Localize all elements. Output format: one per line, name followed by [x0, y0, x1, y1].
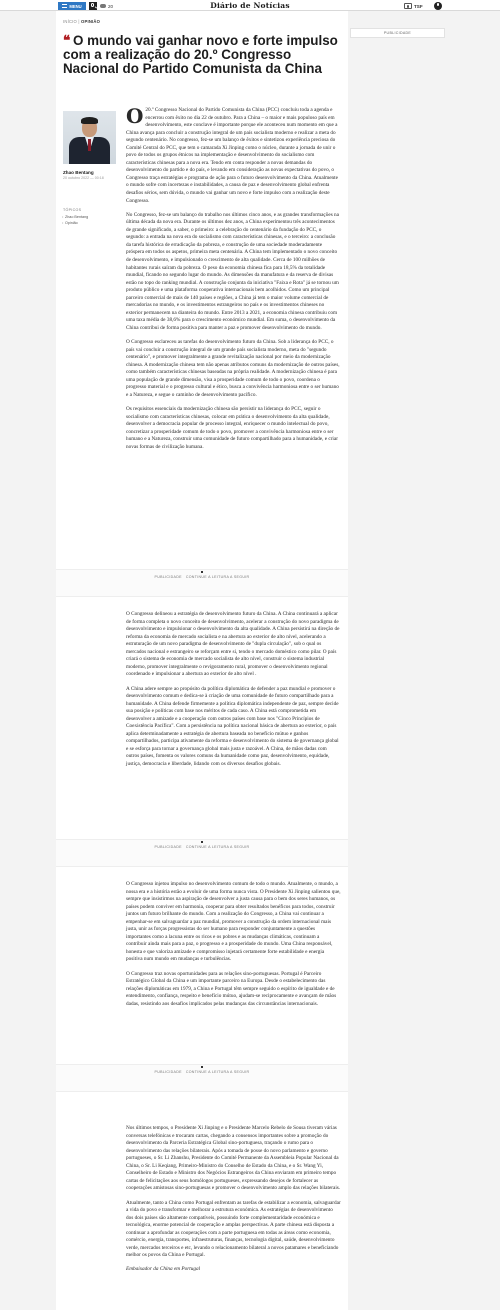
article-title: O mundo vai ganhar novo e forte impulso com a realização do 20.º Congresso Nacional do Partido Comunista da China	[63, 33, 338, 77]
dropcap: O	[126, 104, 144, 128]
paragraph: No Congresso, fez-se um balanço do trabalho nos últimos cinco anos, e as grandes transformações na última década da nova era. Durante os últimos dez anos, a China experimentou três acontecimentos de grande significado, a saber, o primeiro: a celebração do centenário da fundação do PCC, o segundo: a entrada na nova era do socialismo com características chinesas, e o terceiro: a conclusão da tarefa histórica de erradicação da pobreza, e construção de uma sociedade moderadamente próspera em todos os aspetos, primeira meta centenária. A China tem implementado o novo conceito de desenvolvimento, e impulsionado o crescimento de alta qualidade. Cerca de 100 milhões de habitantes rurais saíram da pobreza. O peso da economia chinesa fica para 18,5% da totalidade mundial, ficando no segundo lugar do mundo. As dimensões da manufatura e da reserva de divisas estão no topo do ranking mundial. A construção conjunta da iniciativa "Faixa e Rota" já se tornou um produto público e uma plataforma cooperativa internacionais bem acolhidos. Como um principal parceiro comercial de mais de 140 países e regiões, a China já tem o maior volume comercial de mercadorias no mundo, e os investimentos estrangeiros no país e os investimentos chineses no exterior permanecem na dianteira do mundo. Entre 2013 a 2021, a economia chinesa contribuiu com uma taxa média de 38,6% para o crescimento económico mundial. Em suma, o desenvolvimento da China contribui de forma positiva para manter a paz e promover desenvolvimento do mundo.	[126, 211, 340, 331]
radio-icon	[404, 3, 412, 9]
user-icon[interactable]	[434, 2, 442, 10]
paragraph-text: 20.º Congresso Nacional do Partido Comunista da China (PCC) concluiu toda a agenda e encerrou com êxito no dia 22 de outubro. Para a China – o maior e mais populoso país em desenvolvimento, este conclave é importante porque ele aconteceu num momento em que a China avança para concluir a construção integral de um país socialista moderno e realizar a meta do segundo centenário. No congresso, fez-se um balanço de êxitos e sintetizou experiência preciosa do Comité Central do PCC, que tem o camarada Xi Jinping como o núcleo, durante a jornada de unir o povo de todos os grupos étnicos na implementação e desenvolvimento do socialismo com características chinesas para a nova era. Tendo em conta responder a novas demandas do desenvolvimento do partido e do país, e levando em consideração as novas expectativas do povo, o Congresso traça estratégias e programa de ação para o futuro desenvolvimento da China. Atualmente o mundo sofre com incertezas e instabilidades, a causa de paz e desenvolvimento global enfrenta desafios sérios, sem dúvida, o mundo vai ganhar um novo e forte impulso com a realização deste Congresso.	[126, 107, 338, 204]
continue-reading: CONTINUE A LEITURA A SEGUIR	[185, 575, 250, 579]
topic-link[interactable]: • Zhao Bentang	[65, 215, 88, 219]
article-body-4	[126, 1125, 341, 1281]
article-card	[56, 11, 348, 1310]
breadcrumb-separator: |	[78, 19, 82, 24]
publish-date: 20 outubro 2022 — 00:18	[63, 176, 104, 180]
article-body-3	[126, 881, 341, 1015]
ad-label	[56, 1070, 348, 1074]
menu-button[interactable]	[58, 2, 86, 10]
topics-heading: TÓPICOS	[63, 208, 82, 212]
continue-reading: CONTINUE A LEITURA A SEGUIR	[185, 1070, 250, 1074]
cloud-icon	[100, 4, 106, 8]
site-logo[interactable]: Diário de Notícias	[210, 1, 290, 10]
article-title-wrap	[63, 34, 341, 77]
weather-temp: 20	[108, 3, 114, 9]
article-body-2	[126, 611, 341, 775]
author-name[interactable]: Zhao Bentang	[63, 170, 94, 175]
sidebar-ad[interactable]: PUBLICIDADE	[350, 28, 445, 38]
topic-link[interactable]: • Opinião	[65, 221, 78, 225]
photo-hair	[81, 117, 98, 124]
ad-label-text: PUBLICIDADE	[154, 575, 182, 579]
menu-label: MENU	[69, 3, 82, 9]
paragraph: O Congresso esclareceu as tarefas do desenvolvimento futuro da China. Sob a liderança do PCC, o país vai concluir a construção integral de um grande país socialista moderno, meta do "segundo centenário", e promover integralmente a grande revitalização nacional por meio da modernização chinesa. A modernização chinesa tem não apenas atributos comuns da modernização de outros países, como também características chinesas baseadas na própria realidade. A modernização chinesa é para uma população de grande dimensão, visa a prosperidade comum de todo o povo, coordena o progresso material e o progresso cultural e ético, busca a convivência harmoniosa entre o ser humano e a Natureza, e segue o caminho de desenvolvimento pacífico.	[126, 339, 340, 398]
ad-dot	[201, 841, 203, 843]
author-signature: Embaixador da China em Portugal	[126, 1266, 201, 1273]
breadcrumb-home[interactable]: INÍCIO	[63, 19, 77, 24]
search-icon	[91, 3, 95, 7]
ad-separator	[56, 839, 348, 867]
paragraph: O Congresso injetou impulso no desenvolvimento comum de todo o mundo. Atualmente, o mundo, a nossa era e a história estão a evoluir de uma forma nunca vista. O Presidente Xi Jinping salientou que, sempre que insistirmos na aspiração de desenvolver a justa causa para o bem dos seres humanos, os países podem conviver em harmonia, cooperar para obter resultados benéficos para todos, construir juntos um futuro brilhante do mundo. Com a realização do Congresso, a China vai continuar a empenhar-se em salvaguardar a paz mundial, promover a construção da ordem internacional mais justa, unir as forças progressistas do ser humano para responder conjuntamente a questões importantes como a lacuna entre os ricos e os pobres e as mudanças climáticas, continuam a contribuir ainda mais para a paz, o progresso e a prosperidade do mundo. Uma China responsável, honesta e que valoriza amizade e compromisso injetará certamente forte estabilidade e energia positiva num mundo em mudanças e turbulências.	[126, 881, 341, 963]
ad-separator	[56, 1064, 348, 1092]
ad-label-text: PUBLICIDADE	[154, 845, 182, 849]
quote-icon: ❝	[63, 33, 70, 49]
ad-label	[56, 575, 348, 579]
ad-separator	[56, 569, 348, 597]
photo-tie	[88, 139, 91, 151]
breadcrumb-section[interactable]: OPINIÃO	[81, 19, 101, 24]
continue-reading: CONTINUE A LEITURA A SEGUIR	[185, 845, 250, 849]
paragraph	[126, 104, 341, 205]
ad-dot	[201, 1066, 203, 1068]
paragraph: Os requisitos essenciais da modernização chinesa são persistir na liderança do PCC, seguir o socialismo com características chinesas, colocar em prática o desenvolvimento da alta qualidade, desenvolver a democracia popular de processo integral, enriquecer o mundo intelectual do povo, concretizar a prosperidade comum de todo o povo, promover a convivência harmoniosa entre o ser humano e a Natureza, construir uma comunidade de futuro compartilhado para a humanidade, e criar novas formas de civilização humana.	[126, 406, 338, 450]
radio-label: TSF	[414, 3, 423, 9]
paragraph: O Congresso traz novas oportunidades para as relações sino-portuguesas. Portugal é Parceiro Estratégico Global da China e um importante parceiro na Europa. Desde o estabelecimento das relações diplomáticas em 1979, a China e Portugal têm sempre seguido o espírito de igualdade e de entendimento, confiança, respeito e benefício mútuo, ajudam-se reciprocamente e avançam de mãos dadas, resistindo aos desafios implicados pelas mudanças das circunstâncias internacionais.	[126, 970, 337, 1007]
paragraph: A China adere sempre ao propósito da política diplomática de defender a paz mundial e promover o desenvolvimento comum e dedica-se à criação de uma comunidade de futuro compartilhado para a humanidade. A China defende firmemente a política diplomática independente de paz, sempre decide sua posição e políticas com base nos méritos de cada caso. A China está comprometida em desenvolver a amizade e a cooperação com outros países com base nos "Cinco Princípios de Coexistência Pacífica". Com a persistência na política nacional básica de abertura ao exterior, o país aplica determinadamente a estratégia de abertura baseada no benefício mútuo e ganhos compartilhados, participa ativamente da reforma e desenvolvimento do sistema de governança global e se esforça para tornar a governança global mais justa e razoável. A China, de mãos dadas com outros países, fomenta os valores comuns da humanidade como paz, desenvolvimento, equidade, justiça, democracia e liberdade, lidando com os diversos desafios globais.	[126, 685, 339, 767]
top-bar	[0, 0, 500, 11]
weather-widget[interactable]	[100, 2, 113, 10]
paragraph: Nos últimos tempos, o Presidente Xi Jinping e o Presidente Marcelo Rebelo de Sousa tiveram várias conversas telefónicas e trocaram cartas, chegando a consensos importantes sobre a promoção do desenvolvimento da Parceria Estratégica Global sino-portuguesa, traçando o rumo para o desenvolvimento das relações bilaterais. Após a tomada de posse do novo parlamento e governo portugueses, o Sr. Li Zhanshu, Presidente do Comité Permanente da Assembleia Popular Nacional da China, o Sr. Li Keqiang, Primeiro-Ministro do Conselho de Estado da China, e o Sr. Wang Yi, Conselheiro de Estado e Ministro dos Negócios Estrangeiros da China enviaram em primeiro tempo cartas de felicitações aos seus homólogos portugueses, expressando desejos de fortalecer as cooperações amistosas sino-portuguesas e promover o desenvolvimento amplo das relações bilaterais.	[126, 1125, 341, 1192]
breadcrumb	[63, 19, 100, 24]
search-button[interactable]	[89, 2, 97, 10]
hamburger-icon	[62, 4, 67, 8]
article-body-1	[126, 104, 341, 458]
ad-label	[56, 845, 348, 849]
ad-label-text: PUBLICIDADE	[154, 1070, 182, 1074]
radio-button[interactable]	[404, 2, 423, 10]
paragraph: Atualmente, tanto a China como Portugal enfrentam as tarefas de estabilizar a economia, salvaguardar a vida do povo e transformar e melhorar a estrutura económica. As estratégias de desenvolvimento dos dois países são altamente compatíveis, possuindo forte complementaridade económica e tecnológica, enorme potencial de cooperação e amplas perspectivas. A parte chinesa está disposta a continuar a aprofundar as cooperações com a parte portuguesa em todas as áreas como economia, comércio, energia, transportes, infraestruturas, finanças, tecnologia digital, saúde, desenvolvimento verde, mercados terceiros e etc, levando o relacionamento bilateral a novos patamares e beneficiando melhor os povos da China e Portugal.	[126, 1199, 341, 1259]
author-photo[interactable]	[63, 111, 116, 164]
paragraph: O Congresso delineou a estratégia de desenvolvimento futuro da China. A China continuará a aplicar de forma completa o novo conceito de desenvolvimento, acelerar a construção do novo paradigma de desenvolvimento e impulsionar o desenvolvimento da alta qualidade. A China persistirá na direção de reforma da economia de mercado socialista e na abertura ao exterior de alto nível, acelerando a estruturação de um novo paradigma de desenvolvimento de "dupla circulação", sob o qual os mercados nacional e estrangeiro se reforçam entre si, tendo o mercado doméstico como pilar. O país criará o sistema de economia de mercado socialista de alto nível, construir o sistema industrial moderno, promover integralmente o revigoramento rural, promover o desenvolvimento regional coordenado e impulsionar a abertura ao exterior de alto nível .	[126, 611, 340, 678]
ad-dot	[201, 571, 203, 573]
